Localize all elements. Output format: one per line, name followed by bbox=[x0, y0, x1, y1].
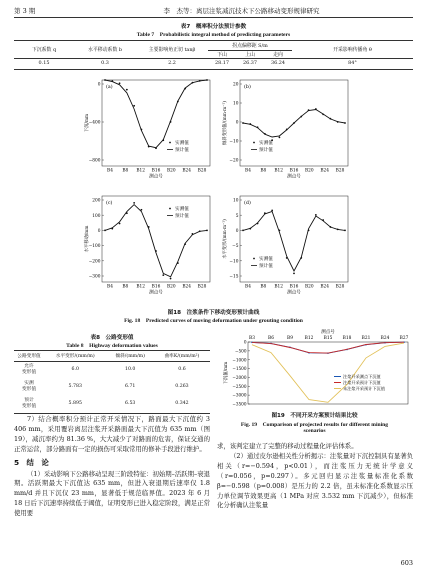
table8-row-measured bbox=[14, 378, 210, 395]
x-tick-label: B16 bbox=[151, 284, 161, 290]
panel-frame bbox=[102, 80, 210, 166]
y-tick-label: −800 bbox=[88, 158, 101, 164]
table8-cell: 0.6 bbox=[178, 367, 186, 373]
table8-title-en: Table 8 Highway deformation values bbox=[66, 343, 158, 349]
measured-point bbox=[199, 80, 201, 82]
table8-cell: 0.342 bbox=[175, 401, 189, 406]
measured-point bbox=[264, 212, 266, 214]
issue-number: 第 3 期 bbox=[14, 7, 36, 15]
x-axis-label: 测点号 bbox=[149, 290, 163, 296]
legend-entry: 注浆开采测点下沉值 bbox=[343, 374, 381, 379]
y-tick-label: 0 bbox=[97, 229, 101, 234]
x-tick-label: B4 bbox=[107, 168, 113, 174]
table8-row-label: 实测 bbox=[24, 380, 34, 386]
table8-row-label: 变形值 bbox=[21, 369, 37, 375]
measured-point bbox=[264, 133, 266, 135]
table7-cell: 0.15 bbox=[38, 59, 50, 66]
table8-row-allowed bbox=[14, 361, 210, 378]
measured-point bbox=[177, 101, 179, 103]
y-tick-label: 100 bbox=[92, 213, 101, 219]
measured-point bbox=[133, 202, 135, 204]
measured-point bbox=[155, 250, 157, 252]
y-tick-label: 0 bbox=[235, 120, 239, 126]
legend-predicted: 预计值 bbox=[259, 148, 273, 153]
x-tick-label: B4 bbox=[245, 168, 251, 174]
x-tick-label: B16 bbox=[289, 284, 299, 290]
table7-col-theta: 开采影响传播角 θ bbox=[333, 46, 372, 53]
measured-point bbox=[184, 88, 186, 90]
x-tick-label: B24 bbox=[320, 284, 329, 290]
table8-cell: 6.0 bbox=[71, 367, 79, 373]
figure19-caption-cn: 图19 不同开采方案预计结果比较 bbox=[271, 413, 358, 419]
y-tick-label: −1000 bbox=[232, 357, 247, 363]
y-tick-label: 200 bbox=[92, 198, 101, 204]
predicted-line bbox=[243, 212, 345, 272]
measured-point bbox=[293, 273, 295, 275]
legend-measured: 实测值 bbox=[175, 141, 189, 146]
right-column-text bbox=[217, 442, 413, 511]
figure19-caption-en-1: Fig. 19 Comparison of projected results for different mining bbox=[240, 422, 389, 428]
legend-measured: 实测值 bbox=[175, 207, 189, 212]
y-tick-label: −10 bbox=[229, 259, 239, 265]
x-tick-label: B20 bbox=[167, 168, 176, 174]
measured-point bbox=[184, 243, 186, 245]
panel-frame bbox=[240, 196, 348, 282]
measured-point bbox=[242, 122, 244, 124]
measured-point bbox=[279, 137, 281, 139]
measured-point bbox=[286, 129, 288, 131]
x-tick-label: B16 bbox=[151, 168, 161, 174]
y-tick-label: −15 bbox=[229, 274, 239, 280]
x-tick-label: B21 bbox=[361, 336, 371, 341]
x-tick-label: B8 bbox=[122, 284, 129, 290]
table7-col-s: 拐点偏移距 S/m bbox=[208, 41, 292, 50]
header-rule bbox=[14, 17, 413, 18]
y-tick-label: 10 bbox=[233, 101, 239, 107]
measured-point bbox=[148, 146, 150, 148]
y-tick-label: −2000 bbox=[232, 375, 247, 381]
y-tick-label: 5 bbox=[235, 213, 239, 219]
measured-point bbox=[192, 82, 194, 84]
panel-label: (a) bbox=[106, 85, 113, 90]
predicted-line bbox=[105, 80, 207, 148]
measured-point bbox=[162, 139, 164, 141]
x-tick-label: B8 bbox=[260, 284, 267, 290]
measured-point bbox=[279, 230, 281, 232]
fig19-frame bbox=[248, 342, 408, 404]
legend-measured: 实测值 bbox=[259, 141, 273, 146]
x-tick-label: B28 bbox=[335, 284, 345, 290]
y-axis-label: 水平移动/mm bbox=[85, 225, 90, 253]
y-tick-label: −10 bbox=[229, 139, 239, 145]
measured-point bbox=[315, 108, 317, 110]
left-paragraph-2: （1）采动影响下公路移动呈现三阶段特征：初始期–活跃期–衰退期。活跃期最大下沉值达 635 mm，但进入衰退期后速率仅 1.8 mm/d 并且下沉仅 23 mm，显著低于规范临界值。2023 年 6 月 18 日后下沉速率持续低于阈值，证明变形已进入稳定阶段，满足正常使用要 bbox=[14, 469, 211, 518]
table7-col-q: 下沉系数 q bbox=[31, 46, 57, 53]
table8-row-label: 变形值 bbox=[21, 386, 37, 392]
series-line-1 bbox=[252, 342, 404, 353]
x-tick-label: B12 bbox=[136, 284, 145, 290]
panel-frame bbox=[102, 196, 210, 282]
figure18-caption-cn: 图18 注浆条件下移动变形预计曲线 bbox=[167, 310, 260, 316]
measured-point bbox=[300, 257, 302, 259]
measured-point bbox=[330, 118, 332, 120]
x-tick-label: B28 bbox=[335, 168, 345, 174]
measured-point bbox=[119, 82, 121, 84]
legend-marker-measured bbox=[253, 142, 255, 144]
measured-point bbox=[111, 228, 113, 230]
table7-col-b: 水平移动系数 b bbox=[87, 46, 123, 53]
y-tick-label: −500 bbox=[234, 348, 247, 354]
measured-point bbox=[141, 129, 143, 131]
x-tick-label: B12 bbox=[136, 168, 145, 174]
legend-marker-measured bbox=[169, 142, 171, 144]
measured-point bbox=[300, 116, 302, 118]
measured-point bbox=[199, 230, 201, 232]
table8-cell: 6.53 bbox=[124, 401, 136, 406]
table7-cell: 2.2 bbox=[168, 59, 176, 66]
measured-point bbox=[104, 79, 106, 81]
x-tick-label: B28 bbox=[197, 168, 207, 174]
y-tick-label: 0 bbox=[235, 229, 239, 234]
x-tick-label: B18 bbox=[342, 336, 352, 341]
measured-point bbox=[337, 228, 339, 230]
figure18-caption-en: Fig. 18 Predicted curves of moving deformation under grouting condition bbox=[124, 318, 303, 324]
figure18 bbox=[80, 74, 360, 308]
y-tick-label: 20 bbox=[233, 82, 239, 88]
x-tick-label: B24 bbox=[380, 336, 390, 341]
y-tick-label: −200 bbox=[88, 259, 101, 265]
fig19-title: 测点号 bbox=[321, 330, 335, 335]
table7-title-cn: 表7 概率积分法预计参数 bbox=[180, 24, 247, 30]
x-tick-label: B27 bbox=[399, 336, 409, 341]
measured-point bbox=[308, 230, 310, 232]
y-axis-label: 下沉值/mm bbox=[224, 361, 229, 385]
x-tick-label: B6 bbox=[268, 336, 274, 341]
fig18-panel-a bbox=[83, 79, 210, 179]
measured-point bbox=[242, 230, 244, 232]
table8-col-curvature: 曲率K/(mm/m²) bbox=[164, 353, 200, 359]
legend-predicted: 预计值 bbox=[259, 264, 273, 269]
left-paragraph-1: 7）结合概率积分预计正常开采情况下，路面最大下沉值约 3 406 mm，采用覆岩离层注浆开采路面最大下沉值为 635 mm（图 19），减沉率约为 81.36 %，大大减少了对路面的危害，保证交通的正常运营，部分路面有一定的损伤可采取常用的修补手段进行维护。 bbox=[14, 415, 210, 453]
measured-point bbox=[257, 126, 259, 128]
x-tick-label: B8 bbox=[122, 168, 129, 174]
right-paragraph-2: （2）通过皮尔逊相关性分析揭示：注浆量对下沉控制具有显著负相关（r=−0.594，p<0.01），而注浆压力无统计学意义（r=0.056，p=0.297）。多元回归显示注浆量标准化系数 β=−0.598（p=0.008）是压力的 2.2 倍，虽未标准化系数显示压力单位调节效果更高（1 MPa 对应 3.532 mm 下沉减少），但标准化分析确认注浆量 bbox=[217, 451, 414, 510]
x-tick-label: B12 bbox=[274, 168, 283, 174]
fig18-panel-b bbox=[221, 80, 348, 180]
table7-title-en: Table 7 Probabilistic integral method of predicting parameters bbox=[136, 32, 291, 38]
y-tick-label: −5 bbox=[232, 244, 239, 250]
x-tick-label: B9 bbox=[287, 336, 293, 341]
y-tick-label: −1500 bbox=[232, 366, 247, 372]
table8-row-label: 预计 bbox=[24, 397, 34, 403]
measured-point bbox=[126, 212, 128, 214]
table7-cell: 26.37 bbox=[242, 59, 257, 66]
y-tick-label: −2500 bbox=[232, 383, 247, 389]
running-title: 李 杰等：离层注浆减沉技术下公路移动变形规律研究 bbox=[163, 7, 320, 15]
measured-point bbox=[126, 89, 128, 91]
panel-label: (d) bbox=[244, 201, 251, 206]
measured-point bbox=[206, 230, 208, 232]
x-tick-label: B16 bbox=[289, 168, 299, 174]
x-tick-label: B3 bbox=[249, 336, 255, 341]
table8-col-horizontal: 水平变形/(mm/m) bbox=[55, 353, 95, 359]
table7 bbox=[14, 41, 413, 67]
x-tick-label: B4 bbox=[107, 284, 113, 290]
measured-point bbox=[141, 209, 143, 211]
measured-point bbox=[286, 257, 288, 259]
y-tick-label: −300 bbox=[88, 274, 101, 280]
figure19-caption-en-2: scenarios bbox=[303, 428, 326, 434]
fig18-panel-d bbox=[221, 196, 348, 296]
left-column-text bbox=[14, 415, 210, 519]
measured-point bbox=[344, 122, 346, 124]
section-heading: 5 结 论 bbox=[14, 457, 49, 467]
panel-label: (c) bbox=[106, 201, 113, 206]
table7-cell: 0.3 bbox=[101, 59, 109, 66]
x-tick-label: B24 bbox=[182, 168, 191, 174]
x-tick-label: B4 bbox=[245, 284, 251, 290]
fig18-panel-c bbox=[83, 196, 210, 296]
x-tick-label: B12 bbox=[304, 336, 314, 341]
legend-measured: 实测值 bbox=[259, 257, 273, 262]
x-tick-label: B24 bbox=[182, 284, 191, 290]
y-tick-label: −20 bbox=[229, 158, 239, 164]
table7-col-tanb: 主要影响角正切 tanβ bbox=[148, 46, 196, 53]
y-tick-label: 0 bbox=[243, 339, 247, 345]
y-tick-label: 10 bbox=[233, 198, 239, 204]
legend-marker-measured bbox=[169, 208, 171, 210]
x-tick-label: B12 bbox=[274, 284, 283, 290]
measured-point bbox=[170, 278, 172, 280]
table7-sub-up: 上山 bbox=[245, 51, 255, 58]
measured-point bbox=[315, 214, 317, 216]
measured-point bbox=[104, 230, 106, 232]
measured-point bbox=[177, 262, 179, 264]
measured-point bbox=[249, 228, 251, 230]
measured-point bbox=[293, 122, 295, 124]
measured-point bbox=[133, 105, 135, 107]
x-tick-label: B28 bbox=[197, 284, 207, 290]
x-tick-label: B15 bbox=[323, 336, 333, 341]
x-tick-label: B20 bbox=[305, 168, 314, 174]
y-axis-label: 下沉/mm bbox=[85, 113, 90, 133]
table8-cell: 0.263 bbox=[175, 384, 189, 389]
legend-entry: 未注浆开采预计下沉值 bbox=[343, 386, 385, 391]
page-number: 603 bbox=[400, 559, 413, 567]
table8-col-tilt: 倾斜/(mm/m) bbox=[115, 353, 145, 359]
legend-entry: 注浆开采预计下沉值 bbox=[343, 380, 381, 385]
y-tick-label: −3500 bbox=[232, 401, 247, 407]
legend-predicted: 预计值 bbox=[175, 214, 189, 219]
measured-point bbox=[330, 226, 332, 228]
table8-cell: 5.783 bbox=[68, 384, 82, 389]
measured-point bbox=[192, 233, 194, 235]
measured-point bbox=[119, 223, 121, 225]
measured-point bbox=[111, 80, 113, 82]
x-axis-label: 测点号 bbox=[287, 174, 301, 180]
measured-point bbox=[206, 79, 208, 81]
table7-cell: 28.17 bbox=[214, 59, 229, 66]
y-tick-label: −3000 bbox=[232, 392, 247, 398]
table7-cell: 36.24 bbox=[270, 59, 285, 66]
right-paragraph-1: 求，该判定建立了完整的移动过程量化评估体系。 bbox=[217, 442, 358, 450]
measured-point bbox=[344, 230, 346, 232]
measured-point bbox=[271, 210, 273, 212]
y-tick-label: 0 bbox=[97, 82, 101, 88]
x-tick-label: B20 bbox=[167, 284, 176, 290]
table8-cell: 6.71 bbox=[124, 384, 136, 389]
x-tick-label: B24 bbox=[320, 168, 329, 174]
predicted-line bbox=[105, 205, 207, 277]
x-tick-label: B20 bbox=[305, 284, 314, 290]
table8-title-cn: 表8 公路变形值 bbox=[90, 335, 134, 341]
legend-marker-measured bbox=[253, 258, 255, 260]
x-axis-label: 测点号 bbox=[287, 290, 301, 296]
table8-cell: 5.895 bbox=[68, 401, 82, 406]
measured-point bbox=[308, 109, 310, 111]
y-axis-label: 水平变形/(mm·m⁻¹) bbox=[223, 219, 228, 259]
measured-point bbox=[322, 219, 324, 221]
measured-point bbox=[337, 121, 339, 123]
measured-point bbox=[155, 147, 157, 149]
measured-point bbox=[148, 226, 150, 228]
measured-point bbox=[162, 274, 164, 276]
figure19 bbox=[222, 328, 416, 410]
measured-point bbox=[257, 223, 259, 225]
table8-row-label: 变形值 bbox=[21, 403, 37, 409]
legend-predicted: 预计值 bbox=[175, 148, 189, 153]
table8 bbox=[14, 351, 210, 412]
y-tick-label: −100 bbox=[88, 244, 101, 250]
measured-point bbox=[249, 123, 251, 125]
table7-sub-strike: 走向 bbox=[273, 51, 283, 58]
table8-col-name: 公路变形值 bbox=[17, 353, 41, 359]
table8-cell: 10.0 bbox=[124, 367, 136, 373]
measured-point bbox=[170, 121, 172, 123]
y-tick-label: −400 bbox=[88, 120, 101, 126]
measured-point bbox=[322, 114, 324, 116]
y-axis-label: 倾斜变形值/(mm·m⁻¹) bbox=[223, 101, 228, 145]
series-line-3 bbox=[252, 343, 404, 402]
x-axis-label: 测点号 bbox=[149, 174, 163, 180]
panel-label: (b) bbox=[244, 85, 251, 90]
table7-cell: 84° bbox=[348, 59, 357, 66]
table8-row-predicted bbox=[14, 395, 210, 412]
table7-sub-down: 下山 bbox=[217, 51, 227, 58]
table8-row-label: 允许 bbox=[24, 363, 34, 369]
x-tick-label: B8 bbox=[260, 168, 267, 174]
